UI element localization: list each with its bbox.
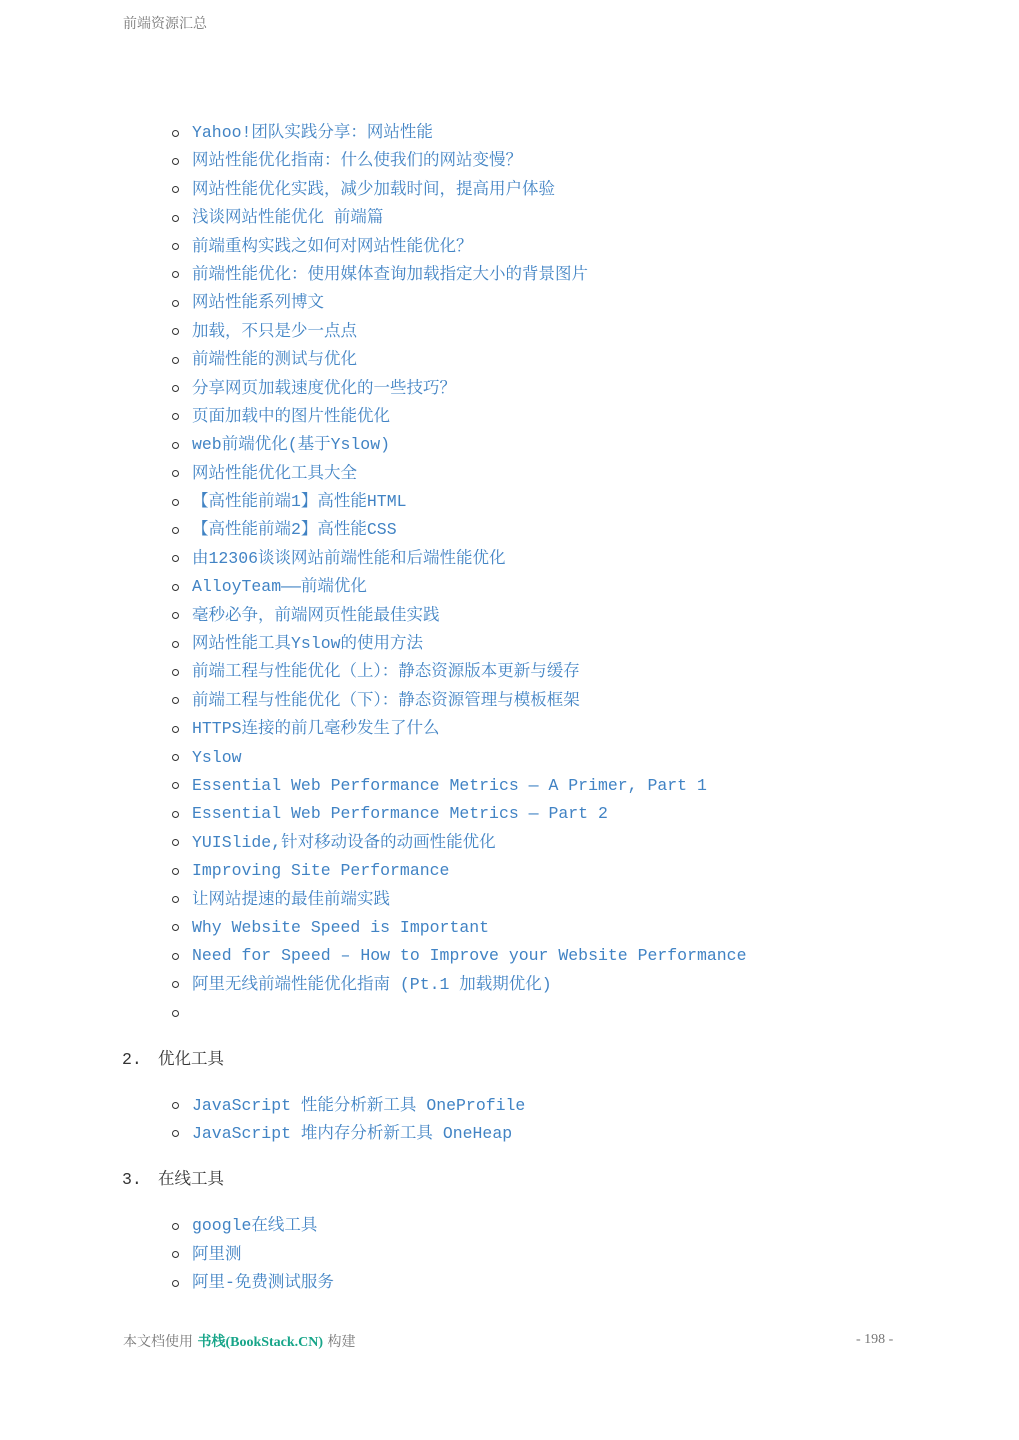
list-item [0,375,1019,403]
list-item [0,1269,1019,1297]
article-link[interactable]: Improving Site Performance [192,861,450,881]
article-link[interactable]: 网站性能优化实践，减少加载时间，提高用户体验 [192,179,555,199]
list-item [0,204,1019,232]
list-item [0,914,1019,942]
list-item [0,431,1019,459]
list-item [0,715,1019,743]
article-link[interactable]: Yslow [192,747,242,767]
list-item [0,119,1019,147]
section-heading-online-tools [0,1166,1019,1194]
article-link[interactable]: 页面加载中的图片性能优化 [192,406,390,426]
tool-link[interactable]: 阿里-免费测试服务 [192,1273,334,1293]
list-item [0,1120,1019,1148]
article-link[interactable]: Essential Web Performance Metrics — A Primer, Part 1 [192,775,707,795]
list-item [0,289,1019,317]
page-number: - 198 - [856,1332,894,1347]
list-item [0,1241,1019,1269]
footer-prefix: 本文档使用 [123,1334,193,1350]
section-number: 3. [122,1170,142,1190]
list-item [0,318,1019,346]
article-link[interactable]: 毫秒必争，前端网页性能最佳实践 [192,605,440,625]
article-link[interactable]: 前端重构实践之如何对网站性能优化？ [192,236,473,256]
list-item [0,176,1019,204]
list-item [0,658,1019,686]
list-item-empty [0,999,1019,1027]
article-link[interactable]: YUISlide,针对移动设备的动画性能优化 [192,832,496,852]
article-link[interactable]: Essential Web Performance Metrics — Part 2 [192,804,608,824]
list-item [0,829,1019,857]
article-link[interactable]: 分享网页加载速度优化的一些技巧？ [192,378,456,398]
article-link[interactable]: Why Website Speed is Important [192,917,490,937]
list-item [0,261,1019,289]
tool-link[interactable]: JavaScript 性能分析新工具 OneProfile [192,1095,526,1115]
article-link[interactable]: 前端工程与性能优化（上）：静态资源版本更新与缓存 [192,662,580,682]
article-link[interactable]: Yahoo!团队实践分享：网站性能 [192,123,433,142]
tool-link[interactable]: 阿里测 [192,1244,242,1264]
list-item [0,772,1019,800]
performance-article-list [0,119,1019,1028]
article-link[interactable]: 网站性能系列博文 [192,293,324,313]
article-link[interactable]: Need for Speed – How to Improve your Website Performance [192,946,747,966]
list-item [0,545,1019,573]
list-item [0,602,1019,630]
article-link[interactable]: 前端工程与性能优化（下）：静态资源管理与模板框架 [192,690,580,710]
article-link[interactable]: HTTPS连接的前几毫秒发生了什么 [192,719,440,739]
article-link[interactable]: 网站性能优化指南：什么使我们的网站变慢？ [192,151,522,171]
article-link[interactable]: 网站性能工具Yslow的使用方法 [192,634,424,654]
section-title: 在线工具 [158,1170,224,1190]
list-item [0,346,1019,374]
article-link[interactable]: 让网站提速的最佳前端实践 [192,889,390,909]
article-link[interactable]: 前端性能优化：使用媒体查询加载指定大小的背景图片 [192,264,588,284]
article-link[interactable]: web前端优化(基于Yslow) [192,435,391,455]
article-link[interactable]: 【高性能前端2】高性能CSS [192,520,397,540]
page-footer [123,1331,356,1351]
list-item [0,147,1019,175]
list-item [0,942,1019,970]
document-content [0,119,1019,1297]
tool-link[interactable]: JavaScript 堆内存分析新工具 OneHeap [192,1123,513,1143]
list-item [0,886,1019,914]
list-item [0,1092,1019,1120]
footer-brand-link[interactable]: 书栈(BookStack.CN) [197,1335,324,1350]
list-item [0,516,1019,544]
section-title: 优化工具 [158,1049,224,1069]
list-item [0,630,1019,658]
article-link[interactable]: 前端性能的测试与优化 [192,350,357,370]
list-item [0,687,1019,715]
list-item [0,573,1019,601]
list-item [0,488,1019,516]
list-item [0,1212,1019,1240]
list-item [0,403,1019,431]
section-number: 2. [122,1049,142,1069]
list-item [0,233,1019,261]
page-header-title: 前端资源汇总 [123,16,207,32]
footer-suffix: 构建 [327,1334,356,1350]
list-item [0,744,1019,772]
article-link[interactable]: AlloyTeam——前端优化 [192,577,367,597]
article-link[interactable]: 阿里无线前端性能优化指南 (Pt.1 加载期优化) [192,974,552,994]
list-item [0,971,1019,999]
tool-link[interactable]: google在线工具 [192,1216,318,1236]
optimization-tools-list [0,1092,1019,1149]
article-link[interactable]: 浅谈网站性能优化 前端篇 [192,208,384,228]
list-item [0,857,1019,885]
article-link[interactable]: 网站性能优化工具大全 [192,463,357,483]
list-item [0,460,1019,488]
online-tools-list [0,1212,1019,1297]
article-link[interactable]: 【高性能前端1】高性能HTML [192,492,407,512]
article-link[interactable]: 加载，不只是少一点点 [192,321,357,341]
article-link[interactable]: 由12306谈谈网站前端性能和后端性能优化 [192,548,506,568]
section-heading-optimization-tools [0,1046,1019,1074]
list-item [0,800,1019,828]
